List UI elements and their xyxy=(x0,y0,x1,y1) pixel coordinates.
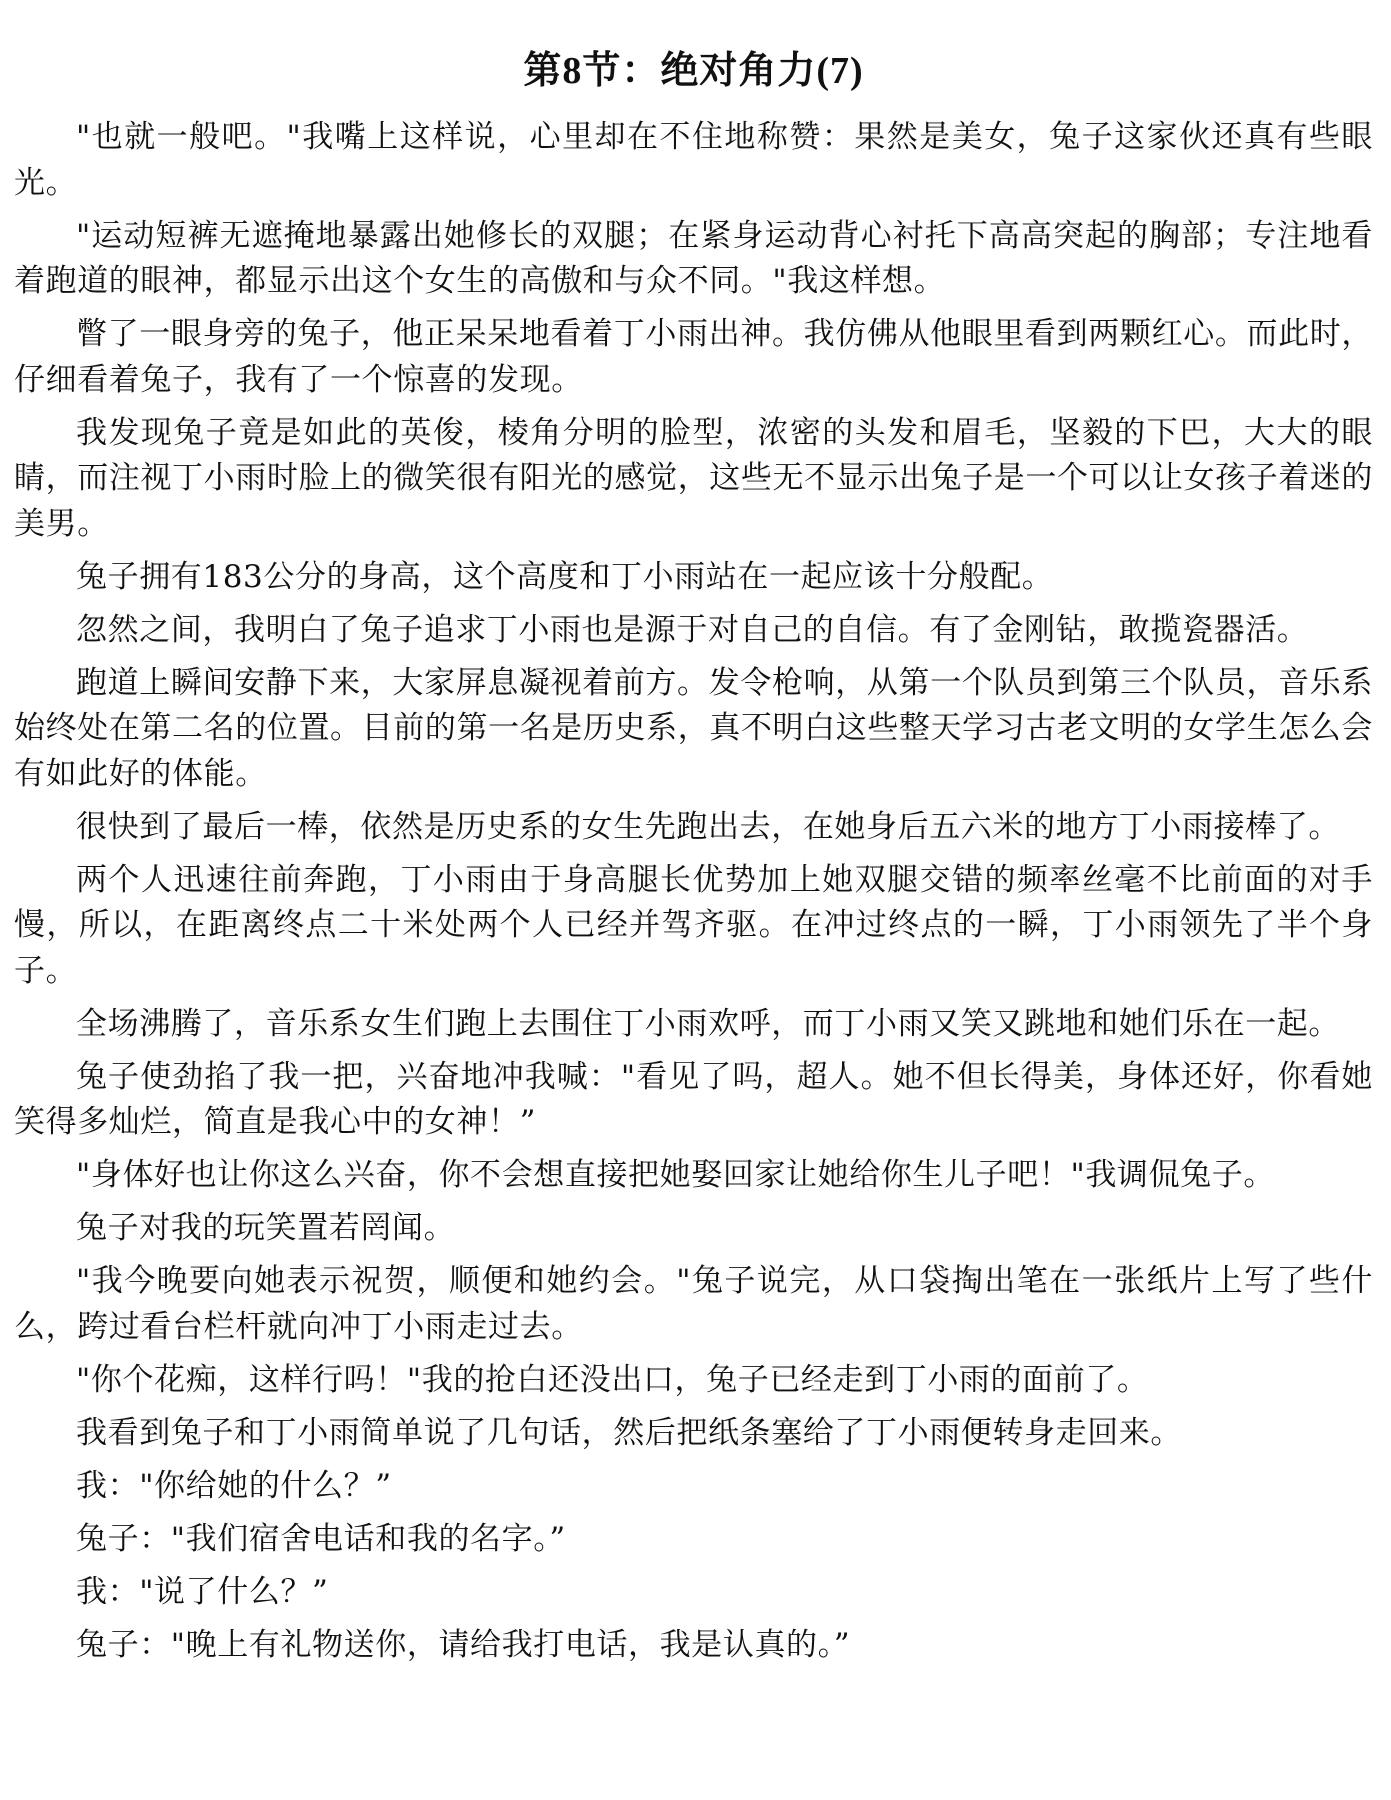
paragraph: "身体好也让你这么兴奋，你不会想直接把她娶回家让她给你生儿子吧！"我调侃兔子。 xyxy=(76,1157,1275,1193)
paragraph: 忽然之间，我明白了兔子追求丁小雨也是源于对自己的自信。有了金刚钻，敢揽瓷器活。 xyxy=(76,611,1309,648)
title-middle: 节：绝对角力 xyxy=(582,47,817,92)
paragraph: "运动短裤无遮掩地暴露出她修长的双腿；在紧身运动背心衬托下高高突起的胸部；专注地看着跑道的眼神，都显示出这个女生的高傲和与众不同。"我这样想。 xyxy=(14,217,1373,299)
body-text xyxy=(14,115,1373,1668)
paragraph: "你个花痴，这样行吗！"我的抢白还没出口，兔子已经走到丁小雨的面前了。 xyxy=(76,1361,1149,1398)
paragraph: 兔子拥有183公分的身高，这个高度和丁小雨站在一起应该十分般配。 xyxy=(76,558,1054,595)
paragraph: 兔子："晚上有礼物送你，请给我打电话，我是认真的。” xyxy=(76,1626,851,1663)
paragraph: 全场沸腾了，音乐系女生们跑上去围住丁小雨欢呼，而丁小雨又笑又跳地和她们乐在一起。 xyxy=(76,1005,1340,1042)
paragraph: 兔子："我们宿舍电话和我的名字。” xyxy=(76,1520,566,1557)
paragraph: "我今晚要向她表示祝贺，顺便和她约会。"兔子说完，从口袋掏出笔在一张纸片上写了些什么，跨过看台栏杆就向冲丁小雨走过去。 xyxy=(14,1263,1373,1345)
paragraph: 我看到兔子和丁小雨简单说了几句话，然后把纸条塞给了丁小雨便转身走回来。 xyxy=(76,1414,1182,1451)
paragraph: 很快到了最后一棒，依然是历史系的女生先跑出去，在她身后五六米的地方丁小雨接棒了。 xyxy=(76,808,1340,845)
title-prefix: 第 xyxy=(523,47,563,92)
paragraph: 我："说了什么？” xyxy=(76,1573,329,1610)
title-number: 8 xyxy=(562,50,583,92)
paragraph: 我："你给她的什么？” xyxy=(76,1467,392,1504)
paragraph: 兔子对我的玩笑置若罔闻。 xyxy=(76,1210,456,1246)
paragraph: "也就一般吧。"我嘴上这样说，心里却在不住地称赞：果然是美女，兔子这家伙还真有些眼光。 xyxy=(14,119,1373,201)
title-suffix: (7) xyxy=(816,50,864,92)
paragraph: 兔子使劲掐了我一把，兴奋地冲我喊："看见了吗，超人。她不但长得美，身体还好，你看她笑得多灿烂，简直是我心中的女神！” xyxy=(14,1058,1373,1140)
paragraph: 跑道上瞬间安静下来，大家屏息凝视着前方。发令枪响，从第一个队员到第三个队员，音乐系始终处在第二名的位置。目前的第一名是历史系，真不明白这些整天学习古老文明的女学生怎么会有如此好的体能。 xyxy=(14,664,1373,792)
paragraph: 两个人迅速往前奔跑，丁小雨由于身高腿长优势加上她双腿交错的频率丝毫不比前面的对手慢，所以，在距离终点二十米处两个人已经并驾齐驱。在冲过终点的一瞬，丁小雨领先了半个身子。 xyxy=(14,861,1373,989)
paragraph: 瞥了一眼身旁的兔子，他正呆呆地看着丁小雨出神。我仿佛从他眼里看到两颗红心。而此时，仔细看着兔子，我有了一个惊喜的发现。 xyxy=(14,316,1373,398)
chapter-title xyxy=(14,44,1373,97)
paragraph: 我发现兔子竟是如此的英俊，棱角分明的脸型，浓密的头发和眉毛，坚毅的下巴，大大的眼睛，而注视丁小雨时脸上的微笑很有阳光的感觉，这些无不显示出兔子是一个可以让女孩子着迷的美男。 xyxy=(14,414,1373,542)
